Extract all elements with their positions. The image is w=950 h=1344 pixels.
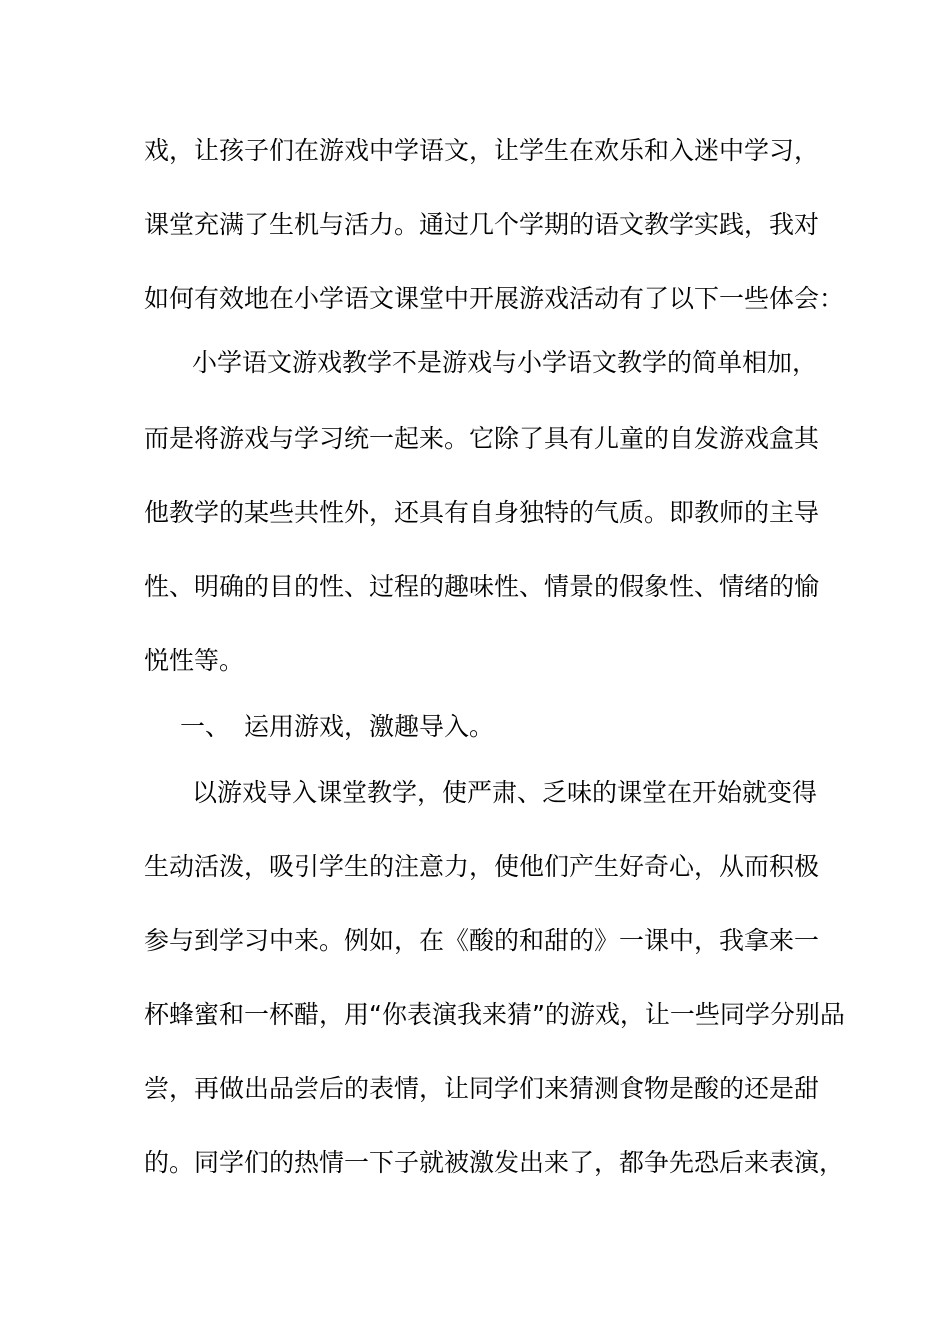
paragraph-first-line: 以游戏导入课堂教学，使严肃、乏味的课堂在开始就变得 [192,778,818,807]
text-line: 如何有效地在小学语文课堂中开展游戏活动有了以下一些体会： [144,284,845,313]
text-line: 悦性等。 [144,646,245,675]
text-line: 性、明确的目的性、过程的趣味性、情景的假象性、情绪的愉 [144,572,820,601]
section-heading-text: 运用游戏，激趣导入。 [244,712,495,741]
text-line: 的。同学们的热情一下子就被激发出来了，都争先恐后来表演， [144,1148,845,1177]
text-line: 他教学的某些共性外，还具有自身独特的气质。即教师的主导 [144,498,820,527]
text-line: 杯蜂蜜和一杯醋，用“你表演我来猜”的游戏，让一些同学分别品 [144,1000,845,1029]
paragraph-first-line: 小学语文游戏教学不是游戏与小学语文教学的简单相加， [192,348,818,377]
text-line: 尝，再做出品尝后的表情，让同学们来猜测食物是酸的还是甜 [144,1074,820,1103]
text-line: 戏，让孩子们在游戏中学语文，让学生在欢乐和入迷中学习， [144,136,820,165]
text-line: 课堂充满了生机与活力。通过几个学期的语文教学实践，我对 [144,210,820,239]
text-line: 参与到学习中来。例如，在《酸的和甜的》一课中，我拿来一 [144,926,820,955]
text-line: 而是将游戏与学习统一起来。它除了具有儿童的自发游戏盒其 [144,424,820,453]
section-heading-number: 一、 [180,712,231,741]
text-line: 生动活泼，吸引学生的注意力，使他们产生好奇心，从而积极 [144,852,820,881]
